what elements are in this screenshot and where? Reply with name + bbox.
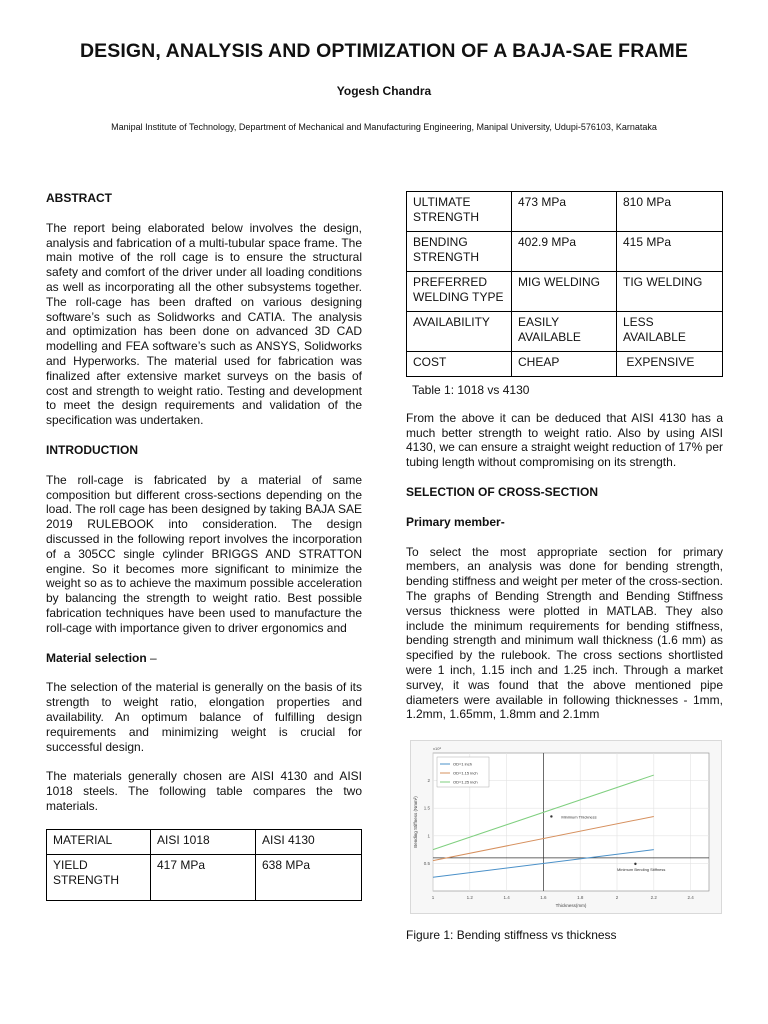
table-cell: EXPENSIVE bbox=[617, 352, 723, 377]
abstract-heading: ABSTRACT bbox=[46, 191, 112, 205]
material-table-intro: The materials generally chosen are AISI 4130 and AISI 1018 steels. The following table compares the two materials. bbox=[46, 769, 362, 813]
y-tick-label: 0.5 bbox=[423, 861, 430, 867]
table-cell: 473 MPa bbox=[512, 192, 617, 232]
table-cell: MIG WELDING bbox=[512, 272, 617, 312]
material-selection-heading bbox=[46, 651, 362, 666]
x-tick-label: 2 bbox=[615, 895, 619, 901]
author-name: Yogesh Chandra bbox=[336, 84, 432, 98]
material-selection-dash: – bbox=[146, 650, 157, 665]
introduction-text: The roll-cage is fabricated by a material of same composition but different cross-sections depending on the load. The roll cage has been designed by taking BAJA SAE 2019 RULEBOOK into consideration. The design discussed in the following report involves the incorporation of a 305CC single cylinder BRIGGS AND STRATTON engine. So it becomes more significant to minimize the weight so as to achieve the maximum possible acceleration by balancing the strength to weight ratio. Best possible fabrication techniques have been used to manufacture the roll-cage with importance given to driver ergonomics and bbox=[46, 472, 362, 635]
primary-member-heading: Primary member- bbox=[406, 514, 505, 529]
table-cell: EASILY AVAILABLE bbox=[512, 312, 617, 352]
cross-section-text: To select the most appropriate section for primary members, an analysis was done for bending strength, bending stiffness and weight per meter of the cross-section. The graphs of Bending Strength and Bending Stiffness versus thickness were plotted in MATLAB. They also include the minimum requirements for bending stiffness, bending strength and minimum wall thickness (1.6 mm) as specified by the rulebook. The cross sections shortlisted were 1 inch, 1.15 inch and 1.25 inch. Through a market survey, it was found that the above mentioned pipe diameters were available in following thicknesses - 1mm, 1.2mm, 1.65mm, 1.8mm and 2.1mm bbox=[406, 544, 723, 722]
table-cell: BENDING STRENGTH bbox=[407, 232, 512, 272]
author-affiliation: Manipal Institute of Technology, Department of Mechanical and Manufacturing Engineering, Manipal University, Udupi-576103, Karnataka bbox=[111, 122, 657, 132]
y-tick-label: 1 bbox=[427, 833, 430, 839]
table-cell: AISI 1018 bbox=[151, 829, 256, 854]
left-column bbox=[46, 191, 362, 901]
y-tick-label: 2 bbox=[427, 778, 430, 784]
table-cell: AISI 4130 bbox=[256, 829, 362, 854]
table-row bbox=[407, 272, 723, 312]
x-tick-label: 1.8 bbox=[577, 895, 584, 901]
legend-entry: OD=1 inch bbox=[453, 761, 473, 767]
x-tick-label: 1.6 bbox=[540, 895, 547, 901]
abstract-text: The report being elaborated below involves the design, analysis and fabrication of a multi-tubular space frame. The main motive of the roll cage is to ensure the structural safety and comfort of the driver under all loading conditions as well as incorporating all the other subsystems together. The roll-cage has been drafted on various designing software’s such as Solidworks and CATIA. The analysis and optimization has been done on advanced 3D CAD modelling and FEA software’s such as ANSYS, Solidworks and Hyperworks. The material used for fabrication was finalized after extensive market surveys on the basis of cost and strength to weight ratio. Testing and development to meet the design requirements and validation of the specification was undertaken. bbox=[46, 220, 362, 428]
x-tick-label: 2.4 bbox=[687, 895, 694, 901]
legend-entry: OD=1.15 inch bbox=[453, 770, 478, 776]
material-table-part1 bbox=[46, 829, 362, 901]
annotation-marker bbox=[550, 815, 552, 817]
table-cell: ULTIMATE STRENGTH bbox=[407, 192, 512, 232]
table-cell: PREFERRED WELDING TYPE bbox=[407, 272, 512, 312]
table-row bbox=[407, 192, 723, 232]
right-column bbox=[406, 191, 723, 943]
deduction-text: From the above it can be deduced that AISI 4130 has a much better strength to weight ratio. Also by using AISI 4130, we can ensure a straight weight reduction of 17% per tubing length without compromising on its strength. bbox=[406, 410, 723, 470]
table-cell: YIELD STRENGTH bbox=[47, 854, 151, 900]
table-row bbox=[47, 829, 362, 854]
table-row bbox=[47, 854, 362, 900]
material-table-part2 bbox=[406, 191, 723, 377]
table-cell: 415 MPa bbox=[617, 232, 723, 272]
x-tick-label: 1.2 bbox=[466, 895, 473, 901]
table-row bbox=[407, 312, 723, 352]
material-selection-text: The selection of the material is generally on the basis of its strength to weight ratio, elongation properties and availability. An optimum balance of fulfilling design requirements and minimizing weight is crucial for successful design. bbox=[46, 680, 362, 754]
paper-title: DESIGN, ANALYSIS AND OPTIMIZATION OF A BAJA-SAE FRAME bbox=[79, 40, 689, 62]
table-cell: MATERIAL bbox=[47, 829, 151, 854]
table-row bbox=[407, 352, 723, 377]
annotation-min-thickness: Minimum Thickness bbox=[561, 814, 597, 820]
table-cell: 810 MPa bbox=[617, 192, 723, 232]
x-axis-label: Thickness(mm) bbox=[555, 903, 587, 909]
cross-section-heading: SELECTION OF CROSS-SECTION bbox=[406, 484, 599, 499]
material-selection-title: Material selection bbox=[46, 650, 147, 665]
y-tick-label: 1.5 bbox=[423, 805, 430, 811]
figure-caption: Figure 1: Bending stiffness vs thickness bbox=[406, 928, 617, 943]
x-tick-label: 1 bbox=[431, 895, 435, 901]
table-cell: 417 MPa bbox=[151, 854, 256, 900]
bending-stiffness-figure bbox=[410, 740, 722, 914]
x-tick-label: 2.2 bbox=[650, 895, 657, 901]
annotation-marker bbox=[634, 863, 636, 865]
y-axis-label: Bending Stiffness (Nmm²) bbox=[413, 796, 418, 848]
table-cell: COST bbox=[407, 352, 512, 377]
table-cell: LESS AVAILABLE bbox=[617, 312, 723, 352]
legend-entry: OD=1.25 inch bbox=[453, 779, 478, 785]
table-cell: 638 MPa bbox=[256, 854, 362, 900]
table-cell: TIG WELDING bbox=[617, 272, 723, 312]
annotation-min-stiffness: Minimum Bending Stiffness bbox=[617, 867, 666, 873]
introduction-heading: INTRODUCTION bbox=[46, 442, 138, 457]
x-tick-label: 1.4 bbox=[503, 895, 510, 901]
table-cell: AVAILABILITY bbox=[407, 312, 512, 352]
table-caption: Table 1: 1018 vs 4130 bbox=[412, 383, 530, 397]
table-cell: 402.9 MPa bbox=[512, 232, 617, 272]
y-exponent-label: x10⁸ bbox=[433, 746, 442, 752]
table-cell: CHEAP bbox=[512, 352, 617, 377]
table-row bbox=[407, 232, 723, 272]
bending-stiffness-chart bbox=[411, 741, 721, 913]
